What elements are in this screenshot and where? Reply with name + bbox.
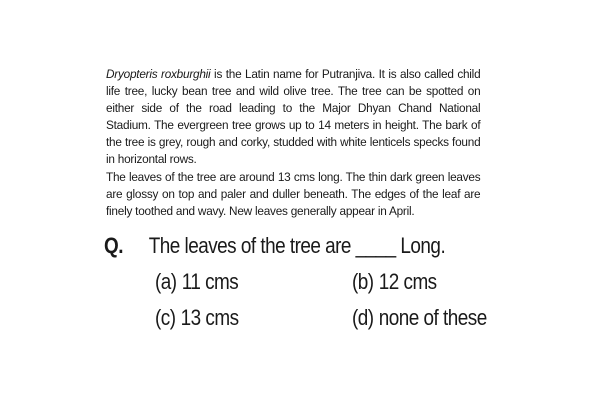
question-text: The leaves of the tree are ____ Long. [148,233,446,258]
passage [106,66,480,220]
option-label: 12 cms [378,269,437,294]
passage-paragraph-2: The leaves of the tree are around 13 cms long. The thin dark green leaves are glossy on top and paler and duller beneath. The edges of the leaf are finely toothed and wavy. New leaves generally appear in April. [106,169,481,218]
question [104,232,524,260]
option-a[interactable] [155,268,238,296]
question-row [104,232,465,260]
passage-paragraph-1 [106,66,480,169]
question-marker: Q. [104,233,123,258]
paragraph-1-text: is the Latin name for Putranjiva. It is also called child life tree, lucky bean tree and wild olive tree. The tree can be spotted on either side of the road leading to the Major Dhyan Chand National Stadium. The evergreen tree grows up to 14 meters in height. The bark of the tree is grey, rough and corky, studded with white lenticels specks found in horizontal rows. [106,67,481,167]
option-label: none of these [378,305,487,330]
option-key: (d) [352,305,374,330]
latin-name: Dryopteris roxburghii [106,67,211,81]
option-b[interactable] [352,268,437,296]
option-c[interactable] [155,304,239,332]
option-key: (a) [155,269,177,294]
option-d[interactable] [352,304,487,332]
option-key: (b) [352,269,374,294]
option-key: (c) [155,305,176,330]
option-label: 11 cms [181,269,239,294]
option-label: 13 cms [180,305,239,330]
